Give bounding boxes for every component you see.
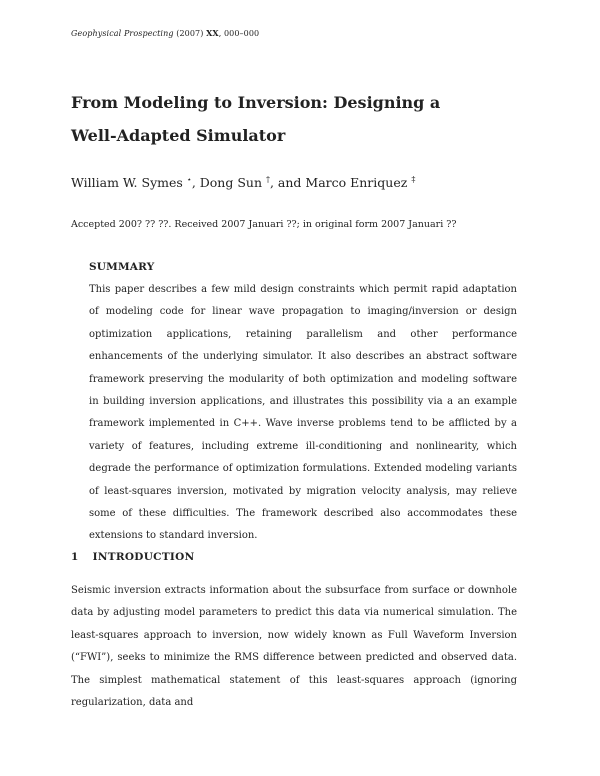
title-line-2: Well-Adapted Simulator — [71, 126, 286, 145]
author-3-mark: ‡ — [411, 175, 416, 184]
author-2-mark: † — [265, 175, 270, 184]
title-line-1: From Modeling to Inversion: Designing a — [71, 93, 441, 112]
journal-year: (2007) — [176, 29, 204, 38]
summary-text: This paper describes a few mild design constraints which permit rapid adaptation of modeling code for linear wave propagation to imaging/inversion or design optimization applications, retaining parallelism and other performance enhancements of the underlying simulator. It also describes an abstract software framework preserving the modularity of both optimization and modeling software in building inversion applications, and illustrates this possibility via a an example framework implemented in C++. Wave inverse problems tend to be afflicted by a variety of features, including extreme ill-conditioning and nonlinearity, which degrade the performance of optimization formulations. Extended modeling variants of least-squares inversion, motivated by migration velocity analysis, may relieve some of these difficulties. The framework described also accommodates these extensions to standard inversion. — [89, 284, 517, 542]
section-title: INTRODUCTION — [92, 551, 195, 563]
author-2: , Dong Sun — [191, 175, 262, 191]
journal-name: Geophysical Prospecting — [71, 29, 174, 38]
section-heading — [71, 551, 209, 563]
author-3: , and Marco Enriquez — [269, 175, 408, 191]
section-number: 1 — [71, 551, 79, 563]
journal-volume: XX — [206, 28, 219, 38]
paper-title — [71, 86, 440, 152]
author-1-mark: ⋆ — [186, 175, 192, 184]
summary-heading: SUMMARY — [89, 261, 155, 273]
submission-dates: Accepted 200? ?? ??. Received 2007 Januari ??; in original form 2007 Januari ?? — [71, 219, 457, 230]
author-list — [71, 175, 415, 190]
journal-header — [71, 28, 259, 38]
author-1: William W. Symes — [71, 175, 183, 191]
journal-pages: , 000–000 — [218, 29, 260, 38]
introduction-text: Seismic inversion extracts information about the subsurface from surface or downhole data by adjusting model parameters to predict this data via numerical simulation. The least-squares approach to inversion, now widely known as Full Waveform Inversion (“FWI”), seeks to minimize the RMS difference between predicted and observed data. The simplest mathematical statement of this least-squares approach (ignoring regularization, data and — [71, 585, 517, 709]
